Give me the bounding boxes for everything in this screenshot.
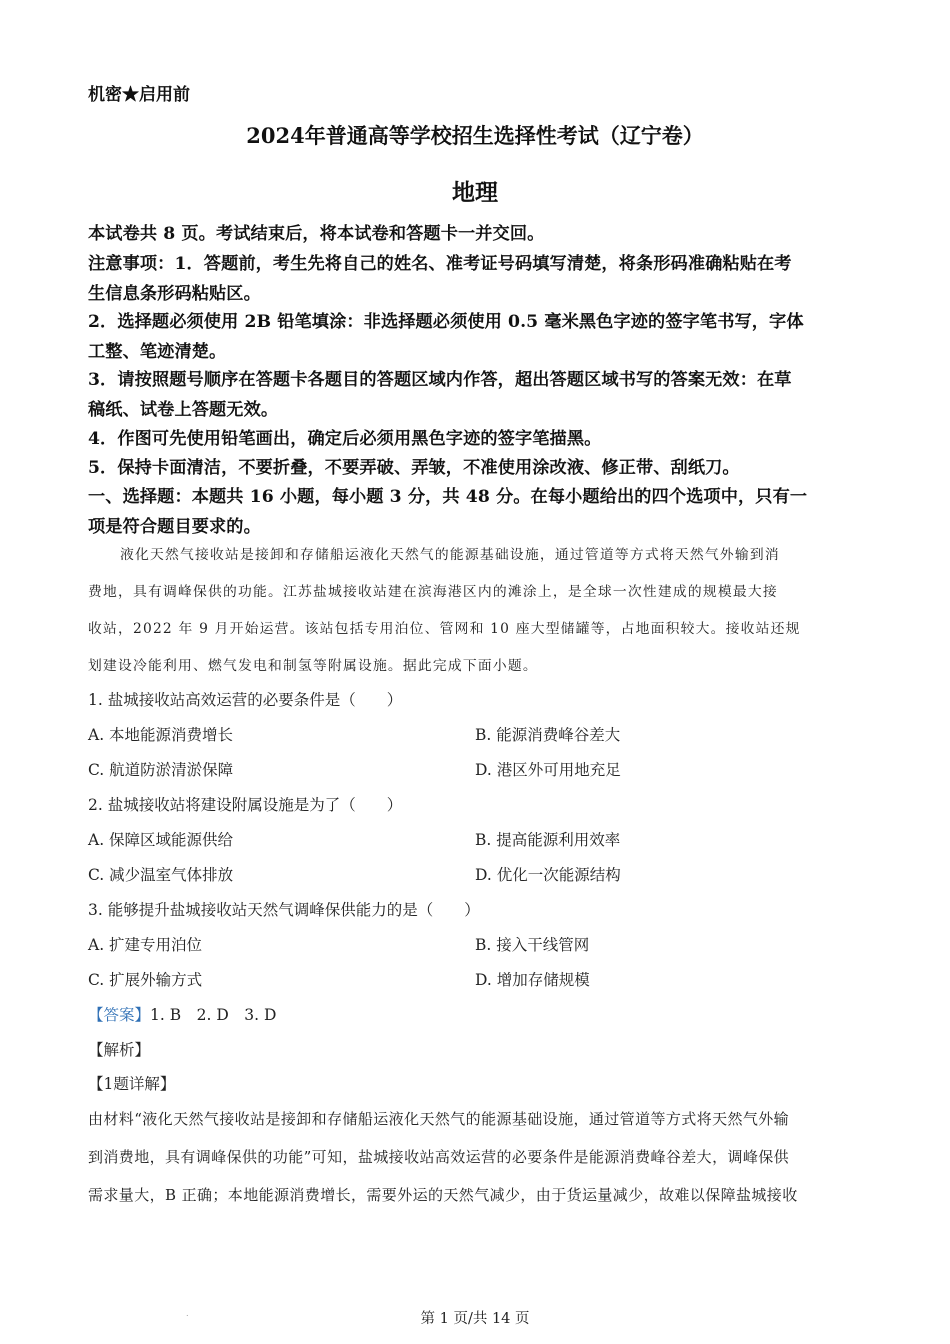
instruction-line: 4．作图可先使用铅笔画出，确定后必须用黑色字迹的签字笔描黑。 — [88, 429, 602, 449]
option-a: A. 扩建专用泊位 — [88, 936, 203, 954]
question-stem: 1. 盐城接收站高效运营的必要条件是（ ） — [88, 691, 403, 709]
instruction-line: 生信息条形码粘贴区。 — [88, 284, 261, 304]
option-c: C. 扩展外输方式 — [88, 971, 203, 989]
instruction-line: 3．请按照题号顺序在答题卡各题目的答题区域内作答，超出答题区域书写的答案无效：在草 — [88, 370, 792, 390]
option-a: A. 本地能源消费增长 — [88, 726, 234, 744]
page-number: 第 1 页/共 14 页 — [420, 1311, 530, 1327]
passage-line: 收站，2022 年 9 月开始运营。该站包括专用泊位、管网和 10 座大型储罐等，占地面积较大。接收站还规 — [88, 621, 801, 637]
explanation-line: 需求量大，B 正确；本地能源消费增长，需要外运的天然气减少，由于货运量减少，故难以保障盐城接收 — [88, 1186, 798, 1204]
instruction-line: 本试卷共 8 页。考试结束后，将本试卷和答题卡一并交回。 — [88, 224, 545, 244]
option-d: D. 优化一次能源结构 — [475, 866, 621, 884]
option-d: D. 港区外可用地充足 — [475, 761, 621, 779]
explanation-line: 到消费地，具有调峰保供的功能”可知，盐城接收站高效运营的必要条件是能源消费峰谷差大，调峰保供 — [88, 1148, 790, 1166]
section-heading: 一、选择题：本题共 16 小题，每小题 3 分，共 48 分。在每小题给出的四个选项中，只有一 — [88, 487, 808, 507]
passage-line: 划建设冷能利用、燃气发电和制氢等附属设施。据此完成下面小题。 — [88, 658, 538, 674]
instruction-line: 稿纸、试卷上答题无效。 — [88, 400, 279, 420]
passage-line: 费地，具有调峰保供的功能。江苏盐城接收站建在滨海港区内的滩涂上，是全球一次性建成的规模最大接 — [88, 584, 778, 600]
option-b: B. 提高能源利用效率 — [475, 831, 621, 849]
instruction-line: 5．保持卡面清洁，不要折叠，不要弄破、弄皱，不准使用涂改液、修正带、刮纸刀。 — [88, 458, 740, 478]
passage-line: 液化天然气接收站是接卸和存储船运液化天然气的能源基础设施，通过管道等方式将天然气外输到消 — [120, 547, 780, 563]
subject-title: 地理 — [452, 179, 498, 206]
detail-title: 【1题详解】 — [88, 1075, 176, 1093]
answer-tag: 【答案】 — [88, 1006, 151, 1024]
question-stem: 2. 盐城接收站将建设附属设施是为了（ ） — [88, 796, 403, 814]
option-a: A. 保障区域能源供给 — [88, 831, 234, 849]
option-c: C. 减少温室气体排放 — [88, 866, 234, 884]
option-b: B. 接入干线管网 — [475, 936, 590, 954]
explanation-line: 由材料“液化天然气接收站是接卸和存储船运液化天然气的能源基础设施，通过管道等方式将天然气外输 — [88, 1110, 790, 1128]
option-b: B. 能源消费峰谷差大 — [475, 726, 621, 744]
exam-title: 2024年普通高等学校招生选择性考试（辽宁卷） — [246, 123, 704, 148]
instruction-line: 2．选择题必须使用 2B 铅笔填涂：非选择题必须使用 0.5 毫米黑色字迹的签字笔书写，字体 — [88, 312, 804, 332]
instruction-line: 工整、笔迹清楚。 — [88, 342, 227, 362]
option-d: D. 增加存储规模 — [475, 971, 590, 989]
instruction-line: 注意事项：1．答题前，考生先将自己的姓名、准考证号码填写清楚，将条形码准确粘贴在考 — [88, 254, 792, 274]
option-c: C. 航道防淤清淤保障 — [88, 761, 234, 779]
answer-line — [88, 1003, 276, 1025]
answer-text: 1. B 2. D 3. D — [150, 1006, 277, 1024]
question-stem: 3. 能够提升盐城接收站天然气调峰保供能力的是（ ） — [88, 901, 480, 919]
analysis-tag: 【解析】 — [88, 1041, 151, 1059]
confidential-label: 机密★启用前 — [88, 85, 190, 105]
section-heading: 项是符合题目要求的。 — [88, 517, 261, 537]
footer-mark: . — [186, 1309, 189, 1318]
